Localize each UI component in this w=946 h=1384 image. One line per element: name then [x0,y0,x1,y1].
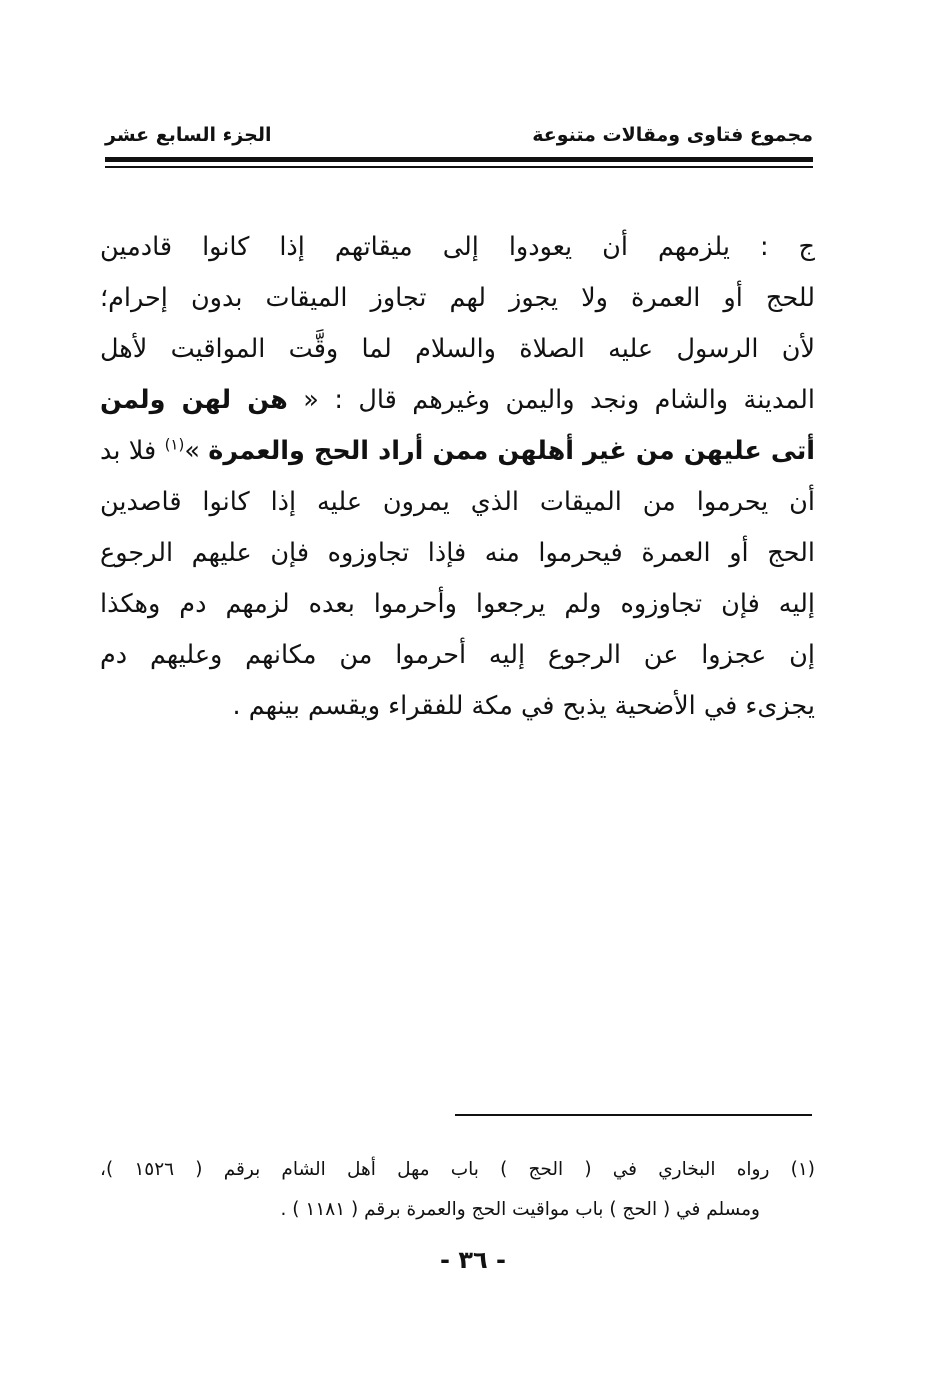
footnote-line: (١) رواه البخاري في ( الحج ) باب مهل أهل الشام برقم ( ١٥٢٦ )، [100,1159,815,1180]
header-rule-thin [105,166,813,168]
body-line: الحج أو العمرة فيحرموا منه فإذا تجاوزوه فإن عليهم الرجوع [100,538,815,568]
body-text-plain: المدينة والشام ونجد واليمن وغيرهم قال : « [303,385,815,415]
running-header [105,124,813,154]
hadith-quote: أتى عليهن من غير أهلهن ممن أراد الحج والعمرة [208,436,815,466]
footnote-separator [455,1114,812,1116]
body-line: يجزىء في الأضحية يذبح في مكة للفقراء ويقسم بينهم . [232,691,815,721]
body-line: للحج أو العمرة ولا يجوز لهم تجاوز الميقات بدون إحرام؛ [100,283,815,313]
volume-label: الجزء السابع عشر [105,124,272,146]
body-line: إن عجزوا عن الرجوع إليه أحرموا من مكانهم وعليهم دم [100,640,815,670]
body-line: إليه فإن تجاوزوه ولم يرجعوا وأحرموا بعده لزمهم دم وهكذا [100,589,815,619]
quote-close: » [184,436,200,466]
body-line [100,426,815,477]
header-rule-thick [105,157,813,162]
hadith-quote: هن لهن ولمن [100,385,288,415]
footnote [100,1150,815,1230]
body-line: لأن الرسول عليه الصلاة والسلام لما وقَّت المواقيت لأهل [100,334,815,364]
body-text-plain: فلا بد [100,436,157,466]
fatwa-answer [100,222,815,732]
body-line: ج : يلزمهم أن يعودوا إلى ميقاتهم إذا كانوا قادمين [100,232,815,262]
body-line: أن يحرموا من الميقات الذي يمرون عليه إذا كانوا قاصدين [100,487,815,517]
page-number: - ٣٦ - [440,1246,506,1274]
book-title: مجموع فتاوى ومقالات متنوعة [532,124,813,146]
body-line [100,375,815,426]
footnote-reference: (١) [164,435,185,454]
footnote-line: ومسلم في ( الحج ) باب مواقيت الحج والعمرة برقم ( ١١٨١ ) . [280,1199,760,1220]
